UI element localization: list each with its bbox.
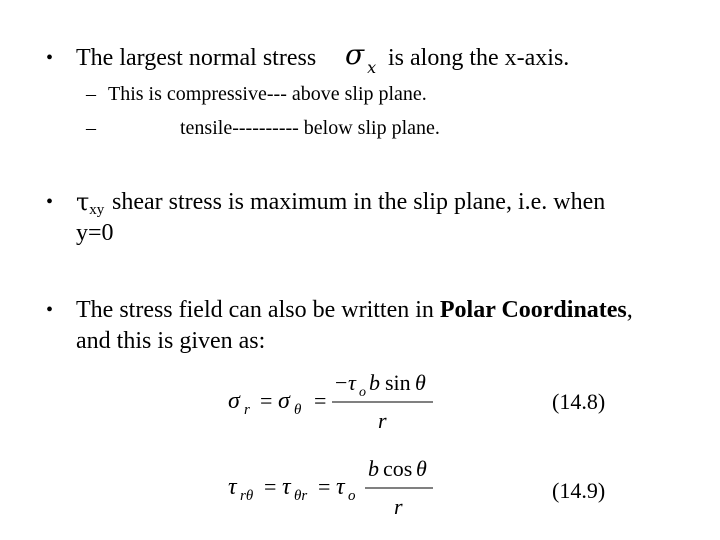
svg-text:o: o	[359, 385, 366, 400]
svg-text:θ: θ	[416, 456, 427, 481]
sub-bullet-text-1: This is compressive--- above slip plane.	[108, 83, 427, 105]
svg-text:sin: sin	[385, 370, 411, 395]
svg-text:τ: τ	[282, 474, 291, 500]
sub-bullet-text-2: tensile---------- below slip plane.	[180, 117, 440, 139]
equation-number-14-9: (14.9)	[552, 478, 606, 503]
svg-text:b: b	[368, 456, 379, 481]
svg-text:τ: τ	[228, 474, 237, 500]
bullet-text-3-line2: and this is given as:	[76, 328, 266, 354]
bullet-text-2-line1: shear stress is maximum in the slip plane, i.e. when	[112, 189, 606, 215]
svg-text:r: r	[378, 408, 387, 433]
bullet-marker-3: •	[46, 299, 54, 321]
bullet-text-2-line2: y=0	[76, 220, 114, 246]
bullet-text-1-before: The largest normal stress	[76, 45, 317, 71]
svg-text:τ: τ	[348, 370, 356, 395]
svg-text:θ: θ	[415, 370, 426, 395]
sub-bullet-marker-2: –	[86, 117, 96, 139]
svg-text:θ: θ	[294, 402, 302, 418]
bullet-text-1-after: is along the x-axis.	[388, 45, 570, 71]
sub-bullet-marker-1: –	[86, 83, 96, 105]
bullet-marker-1: •	[46, 47, 54, 69]
bullet-text-3-line1: The stress field can also be written in Polar Coordinates,	[76, 297, 633, 323]
svg-text:=: =	[264, 474, 277, 499]
sigma-x-symbol: σ $_x$	[345, 38, 377, 77]
svg-text:b: b	[369, 370, 380, 395]
svg-text:=: =	[314, 388, 327, 413]
svg-text:=: =	[318, 474, 331, 499]
equation-14-8	[220, 366, 450, 436]
svg-text:r: r	[394, 494, 403, 519]
polar-coordinates-bold: Polar Coordinates	[439, 297, 627, 323]
bullet-marker-2: •	[46, 191, 54, 213]
svg-text:σ: σ	[228, 388, 240, 414]
svg-text:σ: σ	[278, 388, 290, 414]
svg-text:r: r	[244, 402, 250, 418]
equation-number-14-8: (14.8)	[552, 389, 606, 414]
svg-text:=: =	[260, 388, 273, 413]
equation-14-9	[220, 452, 450, 522]
svg-text:τ: τ	[336, 474, 345, 500]
tau-xy-symbol: τxy	[76, 188, 105, 218]
svg-text:o: o	[348, 488, 356, 504]
svg-text:cos: cos	[383, 456, 413, 481]
svg-text:rθ: rθ	[240, 488, 254, 504]
svg-text:−: −	[335, 370, 348, 395]
svg-text:θr: θr	[294, 488, 308, 504]
